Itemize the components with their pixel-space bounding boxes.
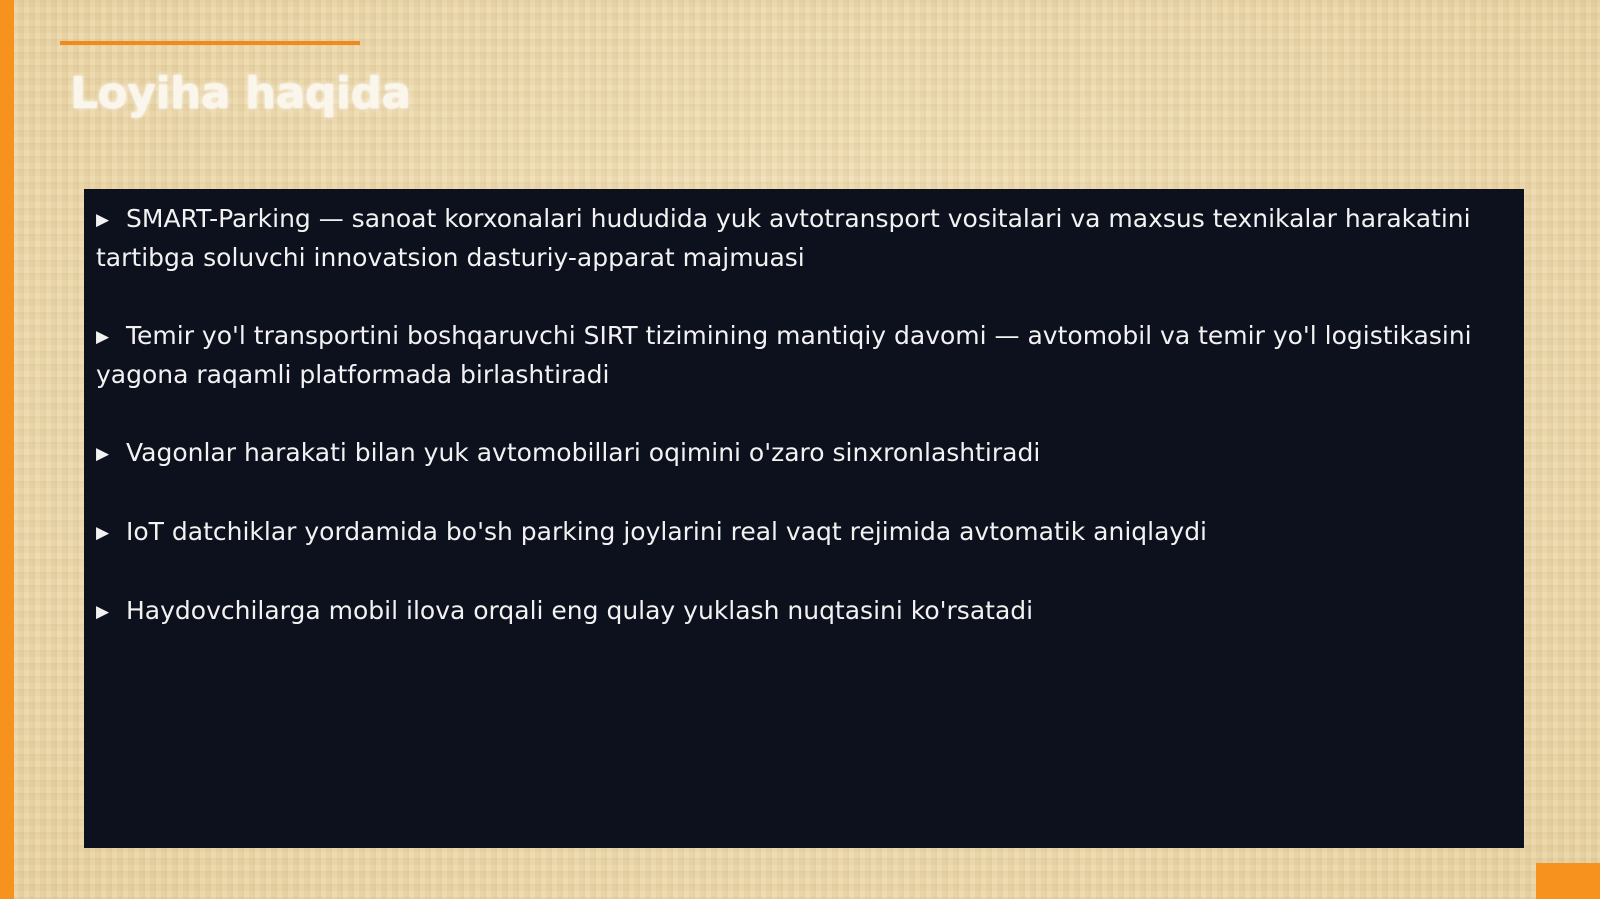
bullet-item <box>96 592 1504 631</box>
left-accent-bar <box>0 0 14 899</box>
triangle-bullet-icon: ▶ <box>96 523 110 543</box>
bullet-list <box>96 200 1504 631</box>
corner-accent-square <box>1536 863 1600 899</box>
slide-title: Loyiha haqida <box>70 68 411 119</box>
title-underline-rule <box>60 41 360 45</box>
triangle-bullet-icon: ▶ <box>96 210 110 230</box>
content-panel <box>84 189 1524 848</box>
triangle-bullet-icon: ▶ <box>96 327 110 347</box>
bullet-text: Vagonlar harakati bilan yuk avtomobillari oqimini o'zaro sinxronlashtiradi <box>126 438 1041 467</box>
bullet-text: Haydovchilarga mobil ilova orqali eng qulay yuklash nuqtasini ko'rsatadi <box>126 596 1034 625</box>
bullet-text: Temir yo'l transportini boshqaruvchi SIRT tizimining mantiqiy davomi — avtomobil va temir yo'l logistikasini yagona raqamli platformada birlashtiradi <box>96 321 1472 389</box>
triangle-bullet-icon: ▶ <box>96 444 110 464</box>
bullet-item <box>96 434 1504 473</box>
bullet-item <box>96 317 1504 394</box>
bullet-text: SMART-Parking — sanoat korxonalari hududida yuk avtotransport vositalari va maxsus texnikalar harakatini tartibga soluvchi innovatsion dasturiy-apparat majmuasi <box>96 204 1471 272</box>
triangle-bullet-icon: ▶ <box>96 602 110 622</box>
bullet-text: IoT datchiklar yordamida bo'sh parking joylarini real vaqt rejimida avtomatik aniqlaydi <box>126 517 1208 546</box>
bullet-item <box>96 200 1504 277</box>
bullet-item <box>96 513 1504 552</box>
